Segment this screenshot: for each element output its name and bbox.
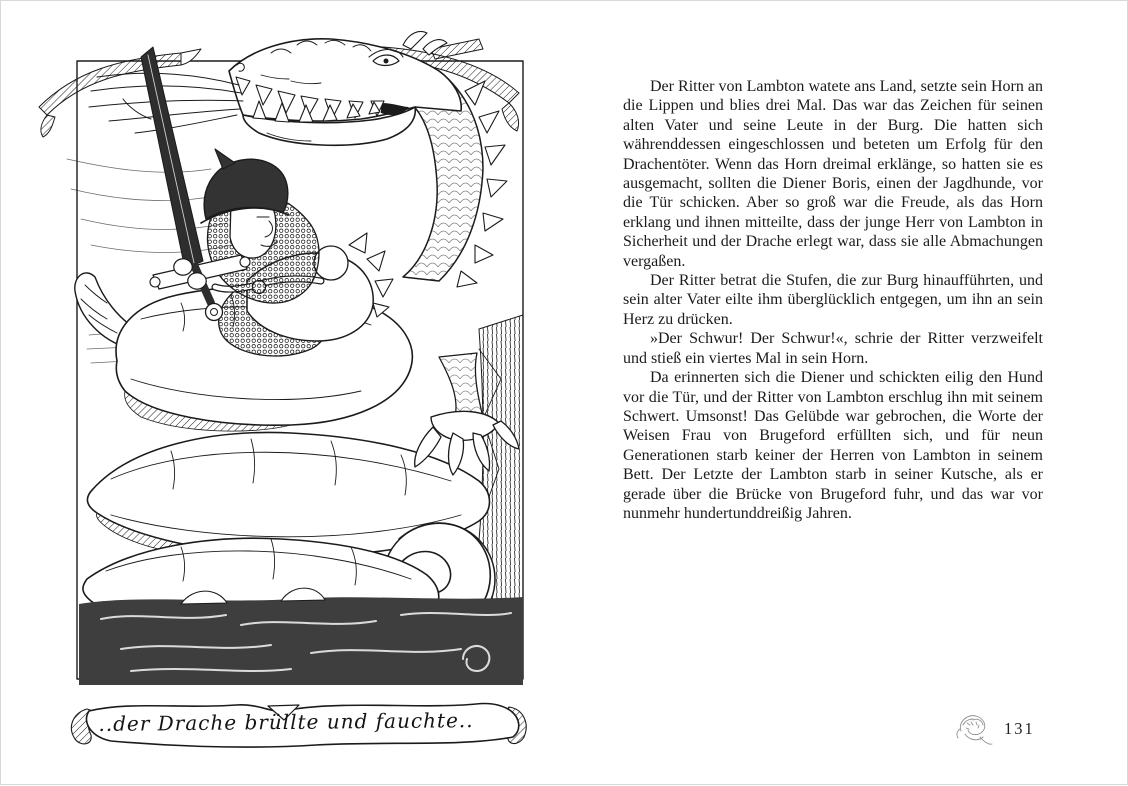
page-footer: [953, 709, 1035, 749]
story-paragraph: Der Ritter betrat die Stufen, die zur Burg hinaufführten, und sein alter Vater eilte ihm überglücklich entgegen, um ihn an sein Herz zu drücken.: [623, 272, 1043, 328]
story-paragraph: Der Ritter von Lambton watete ans Land, setzte sein Horn an die Lippen und blies drei Mal. Das war das Zeichen für seinen alten Vater und seine Leute in der Burg. Die hatten sich währenddessen eingeschlossen und beteten um Erfolg für den Drachentöter. Wenn das Horn dreimal erklänge, so hatten sie es ausgemacht, sollten die Diener Boris, einen der Jagdhunde, vor die Tür schicken. Aber so groß war die Freude, als das Horn erklang und ihnen mitteilte, dass der junge Herr von Lambton in Sicherheit und der Drache erlegt war, dass sie alle Abmachungen vergaßen.: [623, 78, 1043, 270]
water-waves: [79, 588, 523, 685]
right-page: [565, 1, 1128, 786]
illustration-caption: ..der Drache brüllte und fauchte..: [98, 708, 474, 736]
story-paragraph: »Der Schwur! Der Schwur!«, schrie der Ritter verzweifelt und stieß ein viertes Mal in sein Horn.: [623, 330, 1043, 367]
knight-slays-dragon-illustration: [31, 19, 531, 759]
dragon-ornament-icon: [953, 709, 995, 749]
page-number: 131: [1004, 719, 1035, 738]
story-text: [623, 77, 1043, 523]
left-page: [1, 1, 565, 786]
story-paragraph: Da erinnerten sich die Diener und schickten eilig den Hund vor die Tür, und der Ritter von Lambton erschlug ihn mit seinem Schwert. Umsonst! Das Gelübde war gebrochen, die Worte der Weisen Frau von Brugeford erfüllten sich, und für neun Generationen starb keiner der Herren von Lambton in seinem Bett. Der Letzte der Lambton starb in seiner Kutsche, als er gerade über die Brücke von Brugeford fuhr, und das war vor nunmehr hundertunddreißig Jahren.: [623, 369, 1043, 522]
sword: [141, 47, 203, 269]
